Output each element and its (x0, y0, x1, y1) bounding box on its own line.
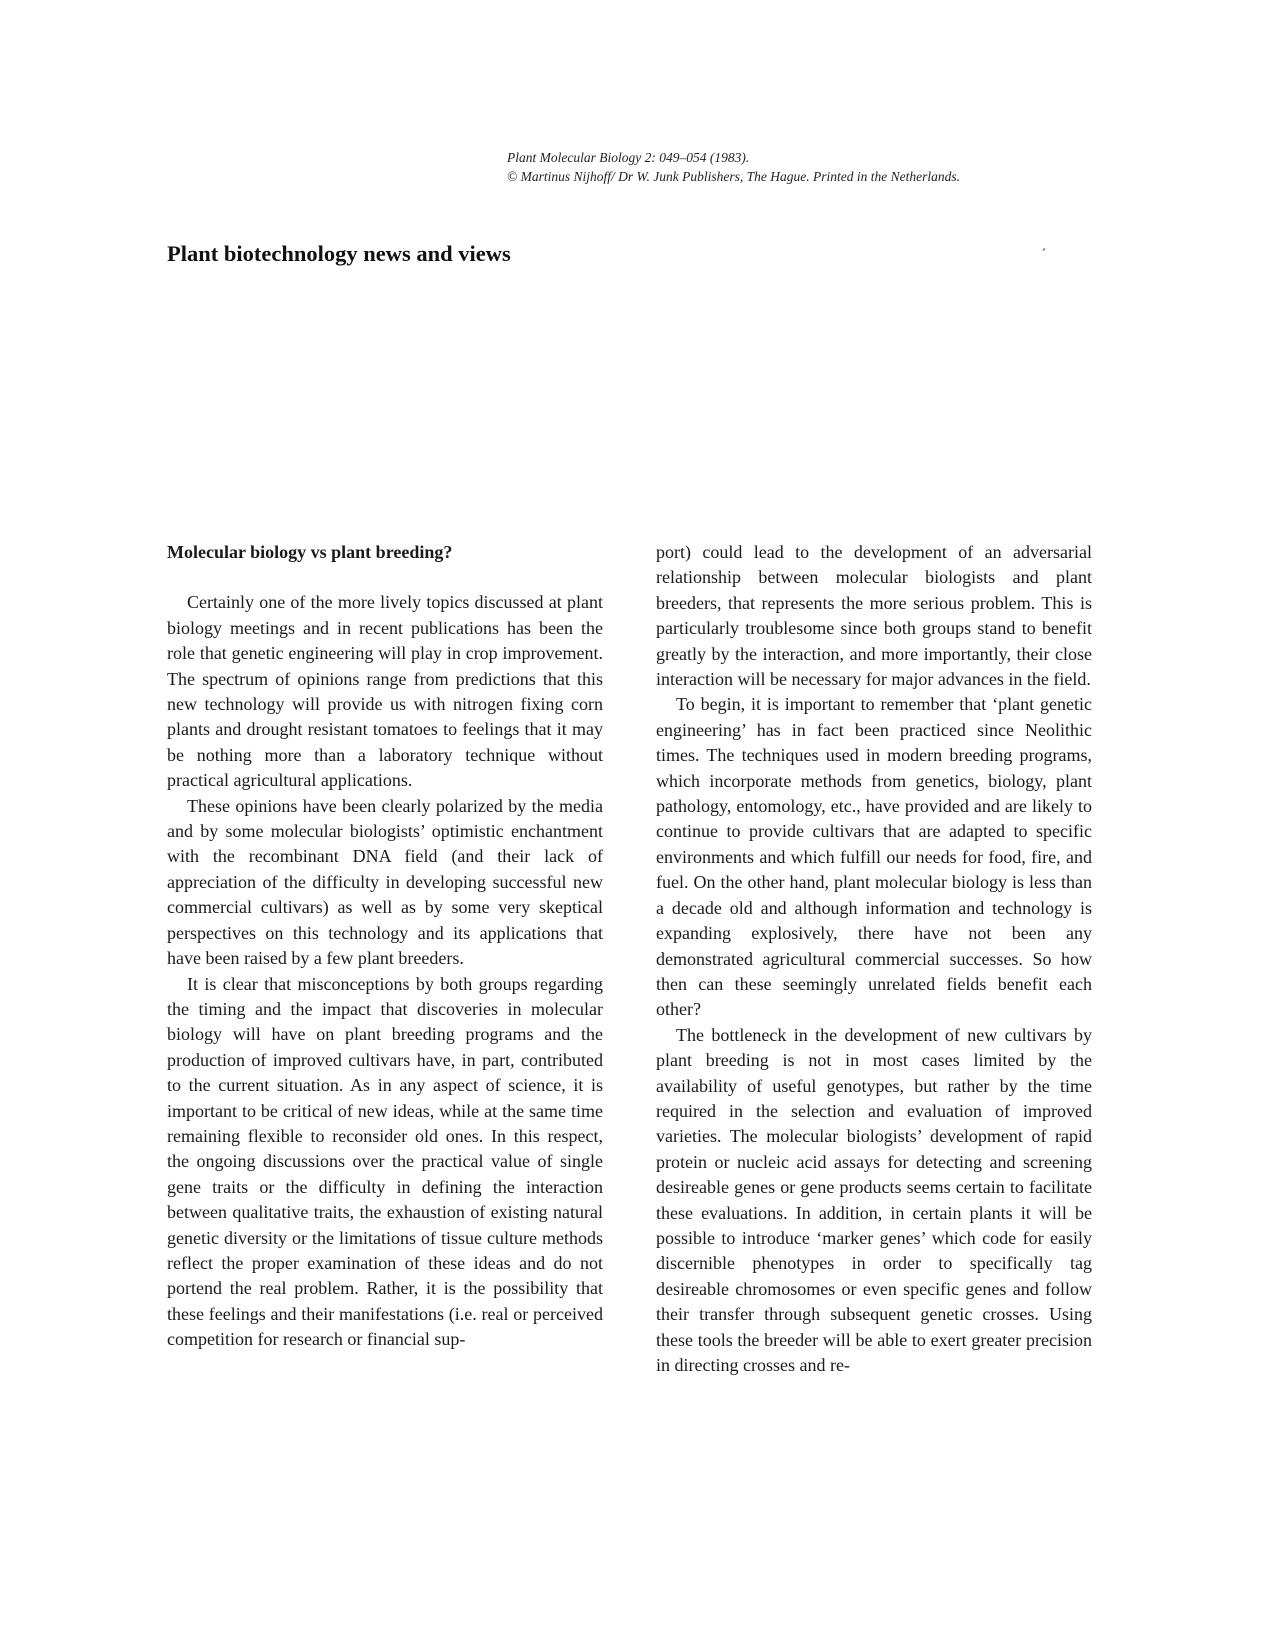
paragraph: To begin, it is important to remember that ‘plant genetic engineering’ has in fact been practiced since Neolithic times. The techniques used in modern breeding programs, which incorporate methods from genetics, biology, plant pathology, entomology, etc., have provided and are likely to continue to provide cultivars that are adapted to specific environments and which fulfill our needs for food, fire, and fuel. On the other hand, plant molecular biology is less than a decade old and although information and technology is expanding explosively, there have not been any demonstrated agricultural commercial successes. So how then can these seemingly unrelated fields benefit each other? (656, 694, 1092, 1020)
paragraph: These opinions have been clearly polarized by the media and by some molecular biologists’ optimistic enchantment with the recombinant DNA field (and their lack of appreciation of the difficulty in developing successful new commercial cultivars) as well as by some very skeptical perspectives on this technology and its applications that have been raised by a few plant breeders. (167, 795, 603, 969)
journal-header (507, 148, 1207, 186)
left-column (167, 540, 603, 1353)
paragraph: It is clear that misconceptions by both groups regarding the timing and the impact that discoveries in molecular biology will have on plant breeding programs and the production of improved cultivars have, in part, contributed to the current situation. As in any aspect of science, it is important to be critical of new ideas, while at the same time remaining flexible to reconsider old ones. In this respect, the ongoing discussions over the practical value of single gene traits or the difficulty in defining the interaction between qualitative traits, the exhaustion of existing natural genetic diversity or the limitations of tissue culture methods reflect the proper examination of these ideas and do not portend the real problem. Rather, it is the possibility that these feelings and their manifestations (i.e. real or perceived competition for research or financial sup- (167, 973, 603, 1350)
paragraph: Certainly one of the more lively topics discussed at plant biology meetings and in recent publications has been the role that genetic engineering will play in crop improvement. The spectrum of opinions range from predictions that this new technology will provide us with nitrogen fixing corn plants and drought resistant tomatoes to feelings that it may be nothing more than a laboratory technique without practical agricultural applications. (167, 592, 603, 791)
right-column (656, 540, 1092, 1378)
stray-mark (1042, 248, 1045, 252)
publisher-line: © Martinus Nijhoff/ Dr W. Junk Publishers, The Hague. Printed in the Netherlands. (507, 169, 960, 184)
journal-citation: Plant Molecular Biology 2: 049–054 (1983). (507, 150, 750, 165)
paragraph: port) could lead to the development of an adversarial relationship between molecular biologists and plant breeders, that represents the more serious problem. This is particularly troublesome since both groups stand to benefit greatly by the interaction, and more importantly, their close interaction will be necessary for major advances in the field. (656, 542, 1092, 690)
paragraph: The bottleneck in the development of new cultivars by plant breeding is not in most cases limited by the availability of useful genotypes, but rather by the time required in the selection and evaluation of improved varieties. The molecular biologists’ development of rapid protein or nucleic acid assays for detecting and screening desireable genes or gene products seems certain to facilitate these evaluations. In addition, in certain plants it will be possible to introduce ‘marker genes’ which code for easily discernible phenotypes in order to specifically tag desireable chromosomes or even specific genes and follow their transfer through subsequent genetic crosses. Using these tools the breeder will be able to exert greater precision in directing crosses and re- (656, 1024, 1092, 1375)
section-heading: Molecular biology vs plant breeding? (167, 542, 453, 562)
page-title: Plant biotechnology news and views (167, 241, 511, 266)
